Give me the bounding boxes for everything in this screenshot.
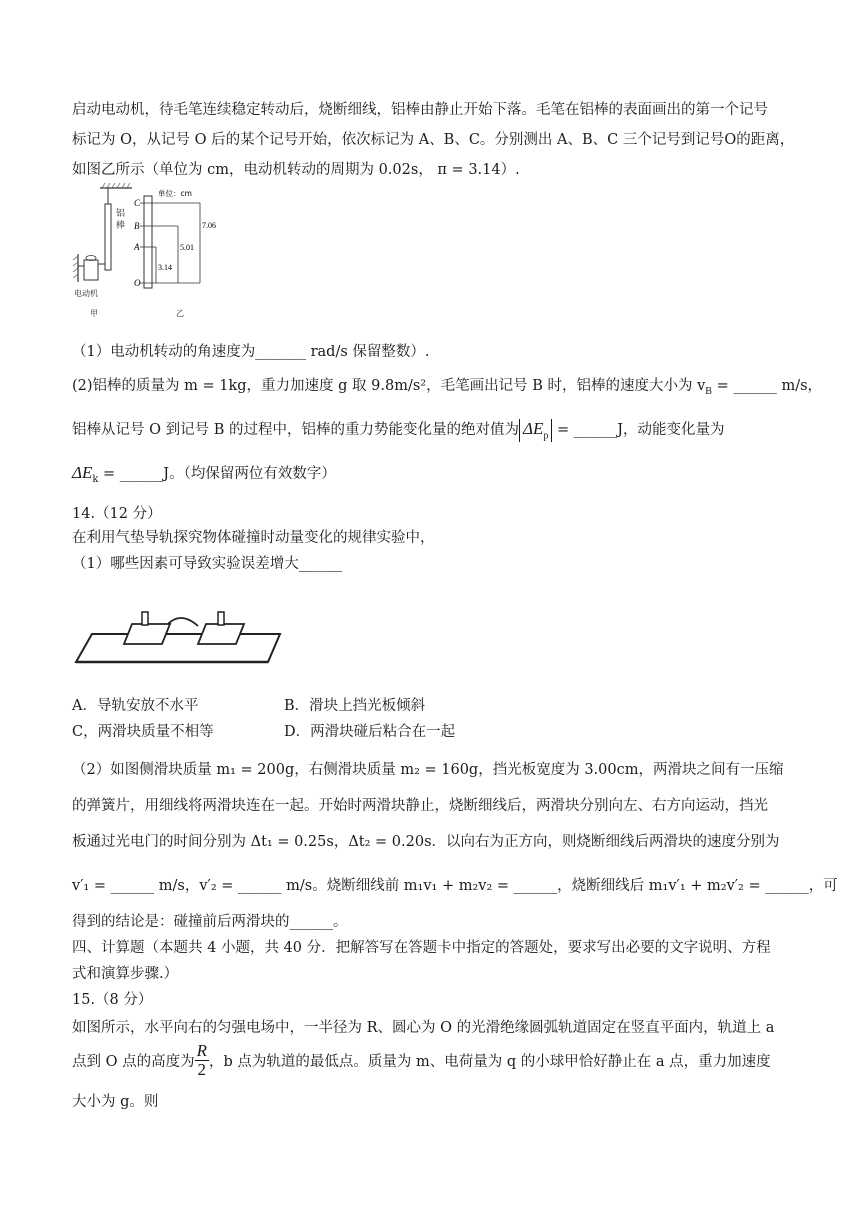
rod-label-1: 铝 [116,209,126,219]
section4-line1: 四、计算题（本题共 4 小题，共 40 分．把解答写在答题卡中指定的答题处，要求写出必要的文字说明、方程 [72,940,771,956]
q14-option-c: C，两滑块质量不相等 [72,724,214,740]
para1-line2: 标记为 O，从记号 O 后的某个记号开始，依次标记为 A、B、C。分别测出 A、B、C 三个记号到记号O的距离， [72,132,795,148]
q14-option-b: B．滑块上挡光板倾斜 [284,698,426,714]
dim-706: 7.06 [202,221,216,230]
mark-C: C [134,198,141,208]
para1-line3: 如图乙所示（单位为 cm，电动机转动的周期为 0.02s， π = 3.14）. [72,162,520,178]
fig-label-yi: 乙 [176,309,184,318]
q14-intro: 在利用气垫导轨探究物体碰撞时动量变化的规律实验中， [72,530,435,546]
q13-part2-line3: $\Delta E_k$ = ______J。（均保留两位有效数字） [72,463,336,485]
fig-label-jia: 甲 [90,309,98,318]
q14-part2-line1: （2）如图侧滑块质量 m₁ = 200g，右侧滑块质量 m₂ = 160g，挡光板宽度为 3.00cm，两滑块之间有一压缩 [72,762,784,778]
dim-314: 3.14 [158,263,172,272]
q13-part2-line2: 铝棒从记号 O 到记号 B 的过程中，铝棒的重力势能变化量的绝对值为 $\Delta E_p$ = ______J，动能变化量为 [72,419,725,442]
q15-line2: 点到 O 点的高度为 $\frac{R}{2}$ ，b 点为轨道的最低点。质量为 m、电荷量为 q 的小球甲恰好静止在 a 点，重力加速度 [72,1041,771,1079]
q14-part2-line3: 板通过光电门的时间分别为 Δt₁ = 0.25s，Δt₂ = 0.20s．以向右为正方向，则烧断细线后两滑块的速度分别为 [72,834,780,850]
q15-line1: 如图所示，水平向右的匀强电场中，一半径为 R、圆心为 O 的光滑绝缘圆弧轨道固定在竖直平面内，轨道上 a [72,1020,775,1036]
q14-option-a: A．导轨安放不水平 [72,698,199,714]
fraction-r-over-2: $\frac{R}{2}$ [196,1041,207,1079]
motor-label: 电动机 [74,289,98,298]
q14-part2-line4: v′₁ = ______ m/s，v′₂ = ______ m/s。烧断细线前 m₁v₁ + m₂v₂ = ______，烧断细线后 m₁v′₁ + m₂v′₂ = ______，可 [72,878,838,894]
fig-air-track-diagram [74,604,284,666]
mark-B: B [134,221,140,231]
unit-label: 单位：cm [158,189,192,198]
q15-line3: 大小为 g。则 [72,1094,159,1110]
q14-heading: 14.（12 分） [72,506,162,522]
rod-label-2: 棒 [116,221,126,231]
para1-line1: 启动电动机，待毛笔连续稳定转动后，烧断细线，铝棒由静止开始下落。毛笔在铝棒的表面画出的第一个记号 [72,102,768,118]
dim-501: 5.01 [180,243,194,252]
q15-heading: 15.（8 分） [72,992,153,1008]
q13-part1: （1）电动机转动的角速度为_______ rad/s 保留整数）. [72,344,430,360]
q13-part2-line1: (2)铝棒的质量为 m = 1kg，重力加速度 g 取 9.8m/s²，毛笔画出记号 B 时，铝棒的速度大小为 $v_B$ = ______ m/s， [72,378,823,397]
q14-option-d: D．两滑块碰后粘合在一起 [284,724,456,740]
q14-part1: （1）哪些因素可导致实验误差增大______ [72,556,343,572]
q14-part2-line5: 得到的结论是：碰撞前后两滑块的______。 [72,914,348,930]
mark-A: A [134,242,140,252]
section4-line2: 式和演算步骤.） [72,966,179,982]
mark-O: O [134,278,141,288]
fig-motor-rod-diagram [72,182,232,332]
q14-part2-line2: 的弹簧片，用细线将两滑块连在一起。开始时两滑块静止，烧断细线后，两滑块分别向左、右方向运动，挡光 [72,798,768,814]
